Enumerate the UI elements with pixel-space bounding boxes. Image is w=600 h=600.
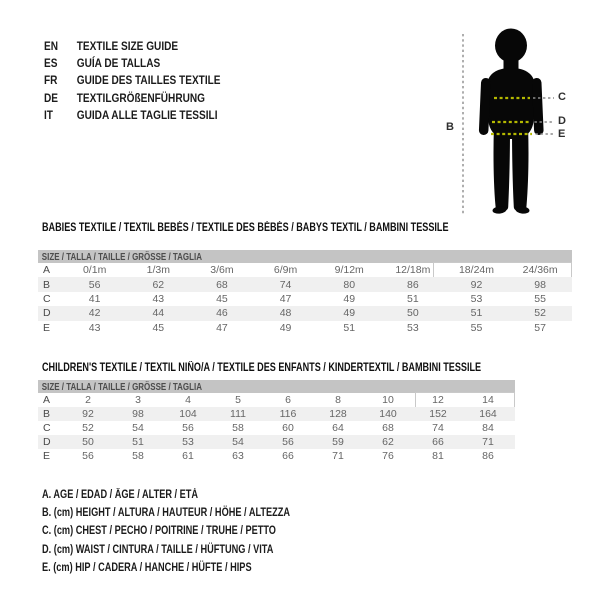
table-row-c <box>38 292 572 306</box>
row-label: C <box>43 292 51 305</box>
size-cell: 152 <box>429 408 447 420</box>
language-guide-title: TEXTILGRÖßENFÜHRUNG <box>76 90 206 105</box>
size-cell: 6/9m <box>273 264 298 277</box>
row-label: D <box>43 436 51 448</box>
language-guide-title: GUIDA ALLE TAGLIE TESSILI <box>76 108 218 123</box>
table-row-e <box>38 449 515 463</box>
size-cell: 74 <box>279 278 292 291</box>
size-cell: 43 <box>88 321 101 334</box>
table-row-a <box>38 393 515 407</box>
babies-size-table <box>38 250 572 335</box>
size-cell: 66 <box>432 436 444 448</box>
language-code: ES <box>44 56 58 71</box>
language-title-list <box>44 37 221 124</box>
size-cell: 41 <box>88 292 101 305</box>
size-cell: 76 <box>382 450 394 462</box>
figure-label-chest: C <box>558 91 566 103</box>
size-cell: 61 <box>182 450 194 462</box>
row-label: B <box>43 278 51 291</box>
size-cell: 57 <box>534 321 546 334</box>
legend-line: D. (cm) WAIST / CINTURA / TAILLE / HÜFTUNG / VITA <box>42 543 274 556</box>
size-cell: 92 <box>470 278 483 291</box>
row-label: D <box>43 307 51 320</box>
language-row-it <box>44 107 221 124</box>
size-cell: 51 <box>132 436 144 448</box>
language-code: FR <box>44 73 58 88</box>
size-cell: 74 <box>432 422 444 434</box>
language-row-en <box>44 37 221 54</box>
children-table-header-label: SIZE / TALLA / TAILLE / GRÖSSE / TAGLIA <box>41 380 202 393</box>
language-code: IT <box>44 108 53 123</box>
size-cell: 68 <box>216 278 228 291</box>
size-cell: 48 <box>279 307 292 320</box>
table-row-b <box>38 277 572 291</box>
size-cell: 128 <box>329 408 347 420</box>
size-cell: 1/3m <box>146 264 170 277</box>
size-cell: 50 <box>407 307 419 320</box>
size-cell: 4 <box>185 394 191 406</box>
row-label: C <box>43 422 51 434</box>
row-label: E <box>43 450 51 462</box>
size-cell: 84 <box>482 422 494 434</box>
size-cell: 86 <box>482 450 494 462</box>
size-cell: 56 <box>88 278 101 291</box>
size-cell: 12 <box>432 394 444 406</box>
row-label: A <box>43 264 51 277</box>
legend-line: A. AGE / EDAD / ÂGE / ALTER / ETÀ <box>42 489 199 501</box>
size-cell: 59 <box>332 436 344 448</box>
size-cell: 49 <box>343 292 356 305</box>
size-cell: 116 <box>279 408 297 420</box>
size-cell: 54 <box>132 422 144 434</box>
size-cell: 9/12m <box>334 264 364 277</box>
size-cell: 3/6m <box>210 264 234 277</box>
table-row-e <box>38 321 572 335</box>
size-cell: 3 <box>135 394 141 406</box>
legend-line: C. (cm) CHEST / PECHO / POITRINE / TRUHE / PETTO <box>42 525 276 538</box>
size-cell: 71 <box>482 436 494 448</box>
size-cell: 56 <box>282 436 294 448</box>
size-cell: 54 <box>232 436 244 448</box>
legend-line: B. (cm) HEIGHT / ALTURA / HAUTEUR / HÖHE / ALTEZZA <box>42 507 291 520</box>
size-cell: 86 <box>407 278 419 291</box>
size-cell: 12/18m <box>395 264 431 277</box>
size-cell: 0/1m <box>82 264 107 277</box>
size-cell: 71 <box>332 450 344 462</box>
size-cell: 56 <box>82 450 94 462</box>
size-cell: 66 <box>282 450 294 462</box>
size-cell: 111 <box>230 408 246 420</box>
size-cell: 64 <box>332 422 344 434</box>
size-cell: 49 <box>343 307 356 320</box>
size-cell: 53 <box>470 292 483 305</box>
language-row-es <box>44 54 221 71</box>
size-cell: 164 <box>479 408 497 420</box>
row-label: A <box>43 394 51 406</box>
size-cell: 62 <box>382 436 394 448</box>
size-cell: 52 <box>82 422 94 434</box>
size-cell: 63 <box>232 450 244 462</box>
children-section-title: CHILDREN'S TEXTILE / TEXTIL NIÑO/A / TEXTILE DES ENFANTS / KINDERTEXTIL / BAMBINI TESSILE <box>42 362 482 374</box>
size-cell: 53 <box>182 436 194 448</box>
size-cell: 44 <box>152 307 165 320</box>
figure-label-hip: E <box>558 128 566 140</box>
size-cell: 14 <box>482 394 494 406</box>
language-code: EN <box>44 38 59 53</box>
size-cell: 56 <box>182 422 194 434</box>
size-cell: 98 <box>132 408 144 420</box>
size-cell: 8 <box>335 394 341 406</box>
language-code: DE <box>44 90 59 105</box>
size-cell: 104 <box>179 408 197 420</box>
babies-section-title: BABIES TEXTILE / TEXTIL BEBÉS / TEXTILE DES BÉBÉS / BABYS TEXTIL / BAMBINI TESSILE <box>42 222 449 234</box>
size-cell: 58 <box>232 422 244 434</box>
size-cell: 58 <box>132 450 144 462</box>
language-guide-title: GUIDE DES TAILLES TEXTILE <box>76 73 221 88</box>
size-cell: 10 <box>382 394 394 406</box>
table-row-c <box>38 421 515 435</box>
size-cell: 51 <box>343 321 356 334</box>
size-cell: 140 <box>379 408 397 420</box>
children-size-table <box>38 380 515 463</box>
size-cell: 52 <box>534 307 546 320</box>
size-cell: 80 <box>343 278 356 291</box>
size-cell: 45 <box>152 321 165 334</box>
language-guide-title: TEXTILE SIZE GUIDE <box>76 38 179 53</box>
size-cell: 18/24m <box>458 264 494 277</box>
size-cell: 6 <box>285 394 291 406</box>
size-cell: 47 <box>216 321 228 334</box>
size-cell: 98 <box>534 278 546 291</box>
size-cell: 46 <box>216 307 228 320</box>
size-cell: 45 <box>216 292 228 305</box>
size-cell: 51 <box>470 307 483 320</box>
table-row-b <box>38 407 515 421</box>
size-cell: 55 <box>534 292 546 305</box>
size-cell: 92 <box>82 408 94 420</box>
legend-line: E. (cm) HIP / CADERA / HANCHE / HÜFTE / HIPS <box>42 561 252 574</box>
size-cell: 2 <box>85 394 91 406</box>
size-cell: 49 <box>279 321 292 334</box>
size-cell: 55 <box>470 321 483 334</box>
size-cell: 5 <box>235 394 241 406</box>
language-row-de <box>44 89 221 106</box>
size-cell: 47 <box>279 292 292 305</box>
size-cell: 51 <box>407 292 419 305</box>
measurement-legend <box>42 486 290 577</box>
figure-label-waist: D <box>558 115 566 127</box>
table-row-a <box>38 263 572 277</box>
size-cell: 24/36m <box>522 264 558 277</box>
language-row-fr <box>44 72 221 89</box>
size-cell: 50 <box>82 436 94 448</box>
size-cell: 53 <box>407 321 419 334</box>
measurement-figure <box>440 25 575 225</box>
size-cell: 42 <box>88 307 101 320</box>
language-guide-title: GUÍA DE TALLAS <box>76 56 161 71</box>
child-silhouette-figure <box>440 25 575 225</box>
table-row-d <box>38 435 515 449</box>
table-row-d <box>38 306 572 320</box>
size-cell: 43 <box>152 292 165 305</box>
size-cell: 60 <box>282 422 294 434</box>
row-label: E <box>43 321 51 334</box>
figure-label-height: B <box>446 121 454 133</box>
size-cell: 68 <box>382 422 394 434</box>
babies-table-header-label: SIZE / TALLA / TAILLE / GRÖSSE / TAGLIA <box>41 250 202 263</box>
row-label: B <box>43 408 51 420</box>
size-cell: 62 <box>152 278 165 291</box>
size-cell: 81 <box>432 450 444 462</box>
